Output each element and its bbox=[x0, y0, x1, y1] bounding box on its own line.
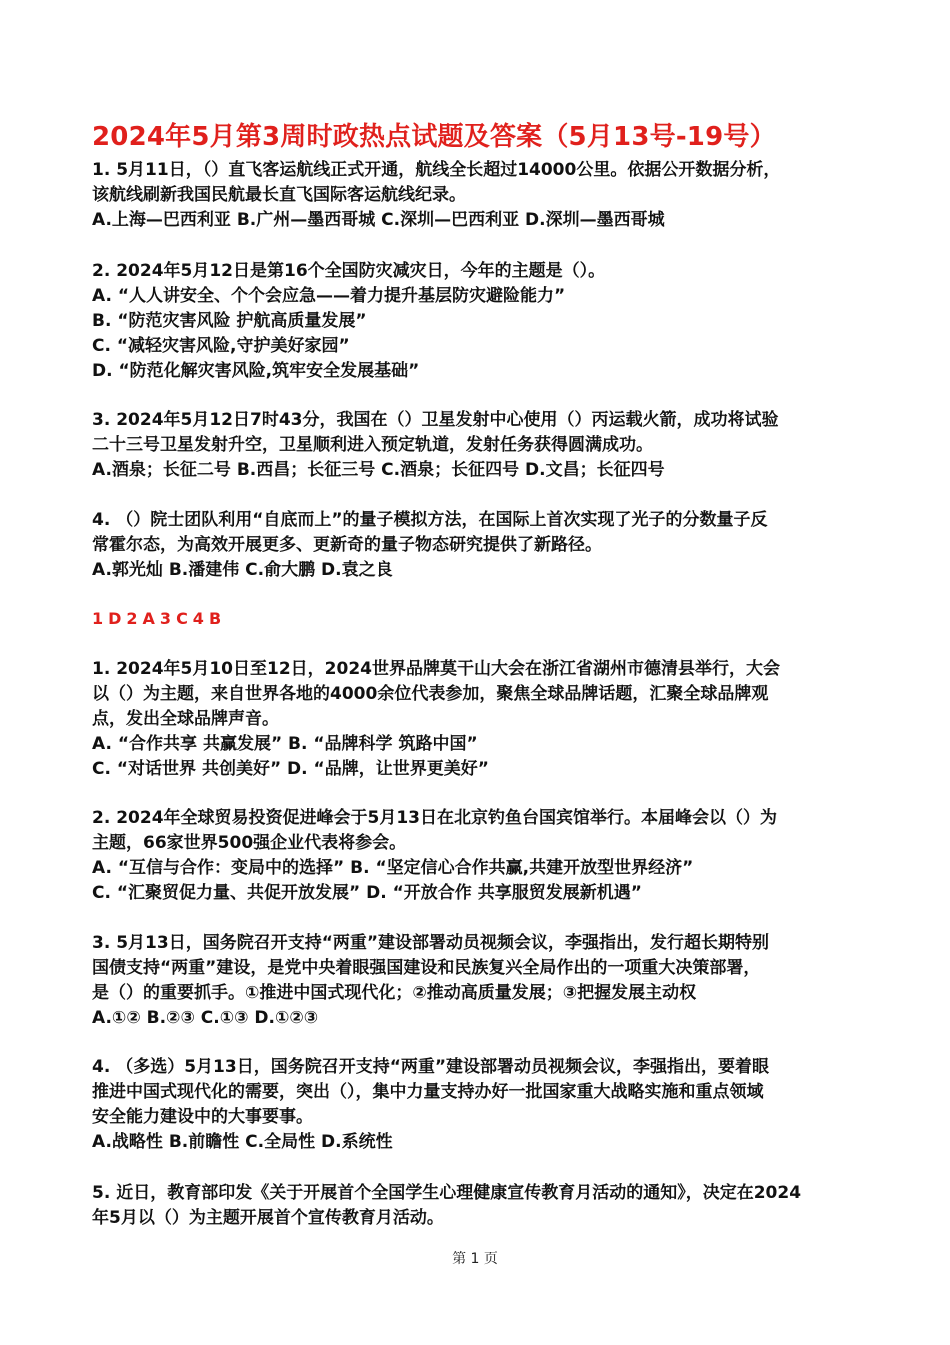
question-3b bbox=[92, 931, 867, 1031]
question-line: 常霍尔态，为高效开展更多、更新奇的量子物态研究提供了新路径。 bbox=[92, 535, 602, 555]
question-line: 安全能力建设中的大事要事。 bbox=[92, 1107, 313, 1127]
question-line: 5. 近日，教育部印发《关于开展首个全国学生心理健康宣传教育月活动的通知》，决定在2024 bbox=[92, 1183, 802, 1203]
question-line: 2. 2024年5月12日是第16个全国防灾减灾日，今年的主题是（）。 bbox=[92, 261, 606, 281]
question-line: 年5月以（）为主题开展首个宣传教育月活动。 bbox=[92, 1208, 444, 1228]
question-options: A.郭光灿 B.潘建伟 C.俞大鹏 D.袁之良 bbox=[92, 560, 393, 580]
question-line: 1. 5月11日，（）直飞客运航线正式开通，航线全长超过14000公里。依据公开数据分析， bbox=[92, 160, 781, 180]
question-options: A.①② B.②③ C.①③ D.①②③ bbox=[92, 1008, 319, 1028]
question-1a bbox=[92, 158, 867, 233]
question-line: 推进中国式现代化的需要，突出（），集中力量支持办好一批国家重大战略实施和重点领域 bbox=[92, 1082, 764, 1102]
question-option: D. “防范化解灾害风险,筑牢安全发展基础” bbox=[92, 361, 420, 381]
question-options: A.上海—巴西利亚 B.广州—墨西哥城 C.深圳—巴西利亚 D.深圳—墨西哥城 bbox=[92, 210, 665, 230]
question-line: 国债支持“两重”建设，是党中央着眼强国建设和民族复兴全局作出的一项重大决策部署， bbox=[92, 958, 761, 978]
question-options: A. “互信与合作：变局中的选择” B. “坚定信心合作共赢,共建开放型世界经济” bbox=[92, 858, 694, 878]
question-line: 1. 2024年5月10日至12日，2024世界品牌莫干山大会在浙江省湖州市德清县举行，大会 bbox=[92, 659, 780, 679]
question-3a bbox=[92, 408, 867, 483]
question-line: 主题，66家世界500强企业代表将参会。 bbox=[92, 833, 407, 853]
answer-key: 1D2A3C4B bbox=[92, 609, 227, 628]
question-options: A.战略性 B.前瞻性 C.全局性 D.系统性 bbox=[92, 1132, 393, 1152]
question-line: 2. 2024年全球贸易投资促进峰会于5月13日在北京钓鱼台国宾馆举行。本届峰会以（）为 bbox=[92, 808, 778, 828]
question-line: 以（）为主题，来自世界各地的4000余位代表参加，聚焦全球品牌话题，汇聚全球品牌观 bbox=[92, 684, 769, 704]
question-line: 二十三号卫星发射升空，卫星顺利进入预定轨道，发射任务获得圆满成功。 bbox=[92, 435, 653, 455]
question-options: C. “对话世界 共创美好” D. “品牌，让世界更美好” bbox=[92, 759, 489, 779]
page-title: 2024年5月第3周时政热点试题及答案（5月13号-19号） bbox=[92, 122, 776, 152]
question-options: C. “汇聚贸促力量、共促开放发展” D. “开放合作 共享服贸发展新机遇” bbox=[92, 883, 642, 903]
question-line: 3. 5月13日，国务院召开支持“两重”建设部署动员视频会议，李强指出，发行超长期特别 bbox=[92, 933, 770, 953]
question-5b bbox=[92, 1181, 867, 1231]
question-4b bbox=[92, 1055, 867, 1155]
page-number: 第 1 页 bbox=[452, 1251, 498, 1267]
question-line: 3. 2024年5月12日7时43分，我国在（）卫星发射中心使用（）丙运载火箭，成功将试验 bbox=[92, 410, 779, 430]
question-line: 4. （）院士团队利用“自底而上”的量子模拟方法，在国际上首次实现了光子的分数量子反 bbox=[92, 510, 768, 530]
question-line: 4. （多选）5月13日，国务院召开支持“两重”建设部署动员视频会议，李强指出，要着眼 bbox=[92, 1057, 770, 1077]
question-option: A. “人人讲安全、个个会应急——着力提升基层防灾避险能力” bbox=[92, 286, 566, 306]
question-4a bbox=[92, 508, 867, 583]
question-line: 该航线刷新我国民航最长直飞国际客运航线纪录。 bbox=[92, 185, 466, 205]
question-line: 点，发出全球品牌声音。 bbox=[92, 709, 279, 729]
question-option: C. “减轻灾害风险,守护美好家园” bbox=[92, 336, 350, 356]
question-2b bbox=[92, 806, 867, 906]
question-line: 是（）的重要抓手。①推进中国式现代化；②推动高质量发展；③把握发展主动权 bbox=[92, 983, 697, 1003]
question-2a bbox=[92, 259, 867, 384]
question-1b bbox=[92, 657, 867, 782]
question-options: A.酒泉；长征二号 B.西昌；长征三号 C.酒泉；长征四号 D.文昌；长征四号 bbox=[92, 460, 665, 480]
question-option: B. “防范灾害风险 护航高质量发展” bbox=[92, 311, 367, 331]
question-options: A. “合作共享 共赢发展” B. “品牌科学 筑路中国” bbox=[92, 734, 478, 754]
